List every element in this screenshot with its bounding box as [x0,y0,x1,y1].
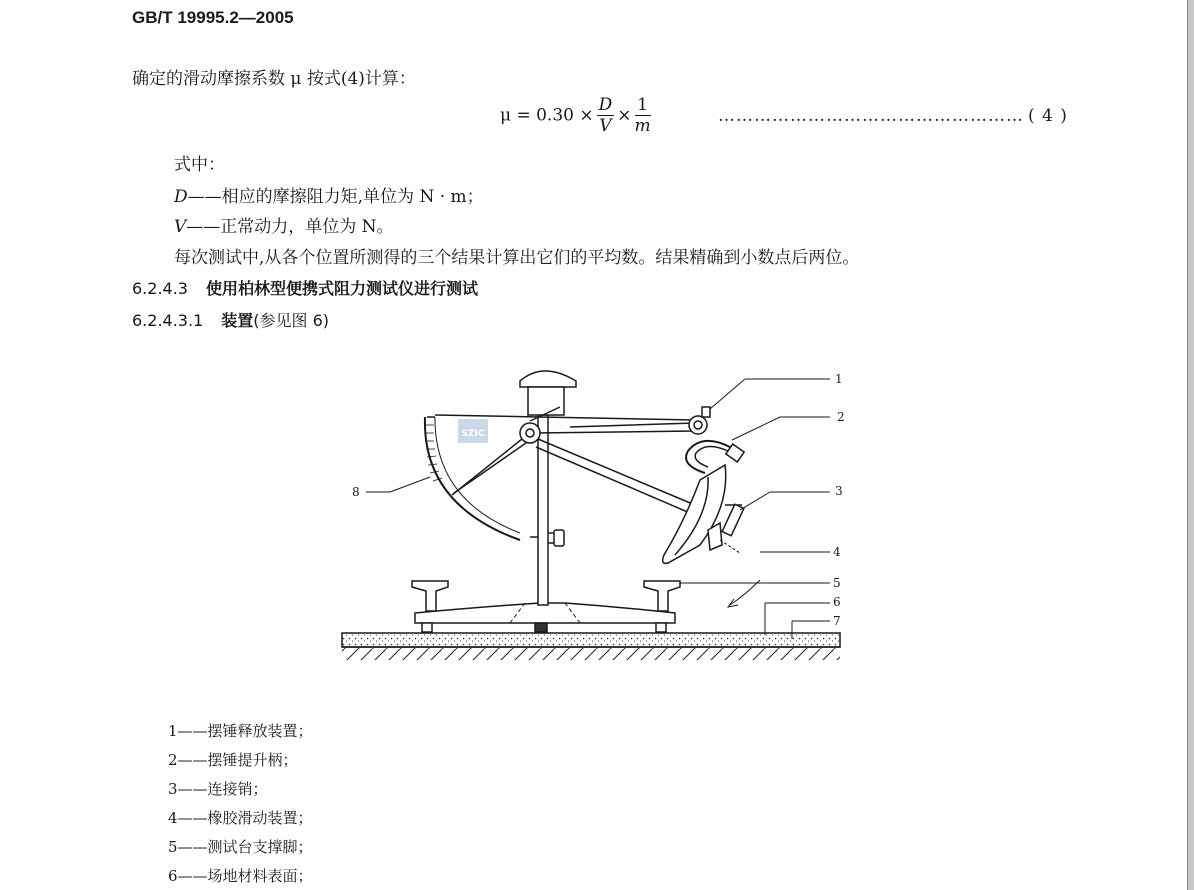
right-foot [644,581,680,611]
legend-item-3: 3——连接销； [168,780,268,798]
surface-layer [342,633,840,647]
fraction-1-over-m [635,95,651,136]
leader-dots: …………………………………………… [718,106,1024,126]
section-number: 6.2.4.3 [132,279,188,298]
page-edge [1187,0,1194,890]
callout-8: 8 [352,485,360,499]
def-d-text: ——相应的摩擦阻力矩,单位为 N · m； [187,187,484,207]
subsection-note: (参见图 6) [253,311,330,330]
where-label: 式中： [174,155,225,175]
subsection-title: 装置 [221,311,254,330]
formula-lhs: μ = 0.30 × [500,105,594,126]
def-v-text: ——正常动力，单位为 N。 [186,217,394,237]
callout-6: 6 [833,595,841,609]
body-paragraph: 每次测试中,从各个位置所测得的三个结果计算出它们的平均数。结果精确到小数点后两位。 [174,248,860,268]
callout-2: 2 [837,410,845,424]
frac1-numerator: D [598,95,613,115]
formula-leader [718,106,1068,126]
fraction-d-over-v [597,95,615,136]
def-d-symbol: D [174,187,188,207]
section-6-2-4-3-1 [132,308,329,331]
legend-item-6: 6——场地材料表面； [168,867,313,885]
section-6-2-4-3 [132,276,478,299]
legend-item-1: 1——摆锤释放装置； [168,722,313,740]
watermark-logo: SZIC [461,429,485,439]
frac2-denominator: m [634,116,651,136]
base-plate [415,603,675,623]
legend-item-2: 2——摆锤提升柄； [168,751,298,769]
callout-1: 1 [835,372,843,386]
left-foot [412,581,448,611]
pendulum-tester-figure [330,355,860,670]
formula-4 [500,95,654,141]
formula-times: × [617,105,632,126]
rubber-slider [663,465,726,563]
top-knob [520,371,576,387]
def-v-symbol: V [174,217,187,237]
def-v [174,212,394,237]
page-header: GB/T 19995.2—2005 [132,8,294,27]
def-d [174,182,484,207]
legend-item-5: 5——测试台支撑脚； [168,838,313,856]
subsection-number: 6.2.4.3.1 [132,311,204,330]
callout-4: 4 [833,545,841,559]
section-title: 使用柏林型便携式阻力测试仪进行测试 [205,279,478,298]
callout-5: 5 [833,576,841,590]
column [538,415,548,605]
formula-number: ( 4 ) [1028,106,1068,126]
callout-3: 3 [835,484,843,498]
frac2-numerator: 1 [635,95,651,116]
legend-item-4: 4——橡胶滑动装置； [168,809,313,827]
frac1-denominator: V [599,116,612,136]
pendulum-arm [538,439,695,505]
release-device [689,416,707,434]
intro-text: 确定的滑动摩擦系数 μ 按式(4)计算： [132,69,416,89]
callout-7: 7 [833,614,841,628]
